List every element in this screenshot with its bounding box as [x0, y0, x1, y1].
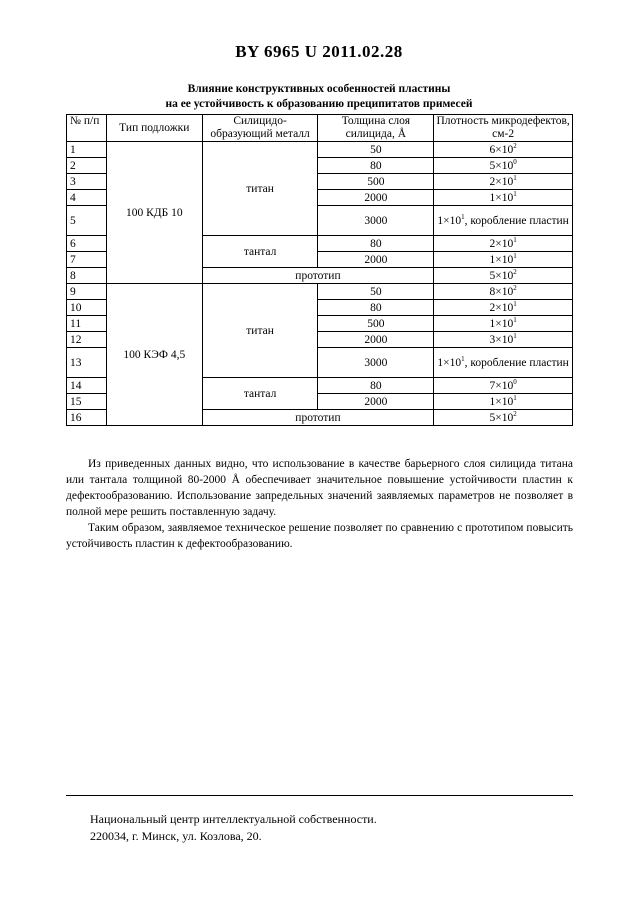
table-row — [67, 284, 573, 300]
cell-density — [434, 332, 573, 348]
data-table — [66, 114, 573, 426]
cell-metal: тантал — [202, 378, 318, 410]
cell-thickness: 2000 — [318, 332, 434, 348]
density-mantissa: 2×10 — [489, 175, 514, 188]
cell-thickness: 50 — [318, 142, 434, 158]
table-caption — [0, 82, 638, 112]
cell-num: 11 — [67, 316, 107, 332]
table-row — [67, 142, 573, 158]
cell-substrate: 100 КДБ 10 — [106, 142, 202, 284]
cell-density — [434, 316, 573, 332]
cell-num: 4 — [67, 190, 107, 206]
cell-substrate: 100 КЭФ 4,5 — [106, 284, 202, 426]
cell-density — [434, 394, 573, 410]
cell-density — [434, 236, 573, 252]
cell-num: 14 — [67, 378, 107, 394]
density-mantissa: 5×10 — [489, 411, 514, 424]
header-density: Плотность микродефектов, см-2 — [434, 115, 573, 142]
cell-thickness: 500 — [318, 316, 434, 332]
density-exponent: 1 — [513, 393, 517, 402]
cell-density — [434, 348, 573, 378]
density-note: , коробление пластин — [464, 356, 569, 369]
density-mantissa: 8×10 — [489, 285, 514, 298]
density-exponent: 2 — [513, 141, 517, 150]
cell-thickness: 80 — [318, 300, 434, 316]
cell-num: 16 — [67, 410, 107, 426]
cell-num: 3 — [67, 174, 107, 190]
table-header-row — [67, 115, 573, 142]
density-mantissa: 1×10 — [437, 356, 462, 369]
footer-line-1: Национальный центр интеллектуальной собственности. — [90, 812, 377, 826]
density-exponent: 1 — [513, 315, 517, 324]
header-num: № п/п — [67, 115, 107, 142]
cell-thickness: 80 — [318, 378, 434, 394]
paragraph-1: Из приведенных данных видно, что использование в качестве барьерного слоя силицида титана или тантала толщиной 80-2000 Å обеспечивает значительное повышение устойчивости пластин к дефектообразованию. Использование запредельных значений заявляемых параметров не позволяет в полной мере решить поставленную задачу. — [66, 458, 573, 518]
cell-metal: титан — [202, 142, 318, 236]
density-mantissa: 6×10 — [489, 143, 514, 156]
density-mantissa: 1×10 — [489, 395, 514, 408]
density-exponent: 2 — [513, 267, 517, 276]
density-exponent: 0 — [513, 157, 517, 166]
density-exponent: 1 — [513, 173, 517, 182]
density-note: , коробление пластин — [464, 214, 569, 227]
cell-density — [434, 252, 573, 268]
density-mantissa: 5×10 — [489, 159, 514, 172]
cell-prototype: прототип — [202, 410, 434, 426]
cell-density — [434, 174, 573, 190]
density-exponent: 1 — [461, 354, 465, 363]
body-text — [66, 456, 573, 552]
cell-density — [434, 158, 573, 174]
cell-thickness: 3000 — [318, 206, 434, 236]
cell-thickness: 80 — [318, 158, 434, 174]
cell-metal: титан — [202, 284, 318, 378]
cell-thickness: 500 — [318, 174, 434, 190]
cell-num: 5 — [67, 206, 107, 236]
cell-num: 7 — [67, 252, 107, 268]
density-exponent: 1 — [513, 299, 517, 308]
cell-thickness: 3000 — [318, 348, 434, 378]
density-exponent: 1 — [513, 235, 517, 244]
density-mantissa: 3×10 — [489, 333, 514, 346]
cell-num: 9 — [67, 284, 107, 300]
footer-line-2: 220034, г. Минск, ул. Козлова, 20. — [90, 829, 262, 843]
density-exponent: 1 — [461, 212, 465, 221]
density-exponent: 1 — [513, 251, 517, 260]
density-mantissa: 1×10 — [489, 317, 514, 330]
cell-thickness: 80 — [318, 236, 434, 252]
footer-rule — [66, 795, 573, 796]
cell-num: 13 — [67, 348, 107, 378]
density-mantissa: 5×10 — [489, 269, 514, 282]
cell-density — [434, 190, 573, 206]
cell-density — [434, 268, 573, 284]
density-mantissa: 2×10 — [489, 301, 514, 314]
cell-thickness: 2000 — [318, 252, 434, 268]
footer — [90, 811, 377, 845]
density-mantissa: 1×10 — [489, 253, 514, 266]
cell-density — [434, 300, 573, 316]
cell-density — [434, 284, 573, 300]
density-exponent: 1 — [513, 331, 517, 340]
cell-num: 15 — [67, 394, 107, 410]
caption-line-1: Влияние конструктивных особенностей пластины — [187, 83, 451, 95]
header-metal: Силицидо-образующий металл — [202, 115, 318, 142]
header-substrate: Тип подложки — [106, 115, 202, 142]
cell-density — [434, 410, 573, 426]
cell-num: 1 — [67, 142, 107, 158]
density-exponent: 1 — [513, 189, 517, 198]
header-thickness: Толщина слоя силицида, Å — [318, 115, 434, 142]
density-exponent: 2 — [513, 409, 517, 418]
density-mantissa: 2×10 — [489, 237, 514, 250]
cell-thickness: 2000 — [318, 190, 434, 206]
cell-thickness: 2000 — [318, 394, 434, 410]
cell-density — [434, 378, 573, 394]
density-exponent: 2 — [513, 283, 517, 292]
cell-num: 6 — [67, 236, 107, 252]
cell-prototype: прототип — [202, 268, 434, 284]
cell-num: 12 — [67, 332, 107, 348]
cell-metal: тантал — [202, 236, 318, 268]
cell-density — [434, 206, 573, 236]
cell-density — [434, 142, 573, 158]
table-body — [67, 142, 573, 426]
density-mantissa: 1×10 — [489, 191, 514, 204]
caption-line-2: на ее устойчивость к образованию преципитатов примесей — [165, 98, 473, 110]
density-mantissa: 7×10 — [489, 379, 514, 392]
cell-num: 2 — [67, 158, 107, 174]
paragraph-2: Таким образом, заявляемое техническое решение позволяет по сравнению с прототипом повысить устойчивость пластин к дефектообразованию. — [66, 522, 573, 550]
document-header: BY 6965 U 2011.02.28 — [235, 42, 403, 61]
cell-num: 8 — [67, 268, 107, 284]
cell-thickness: 50 — [318, 284, 434, 300]
density-exponent: 0 — [513, 377, 517, 386]
density-mantissa: 1×10 — [437, 214, 462, 227]
cell-num: 10 — [67, 300, 107, 316]
